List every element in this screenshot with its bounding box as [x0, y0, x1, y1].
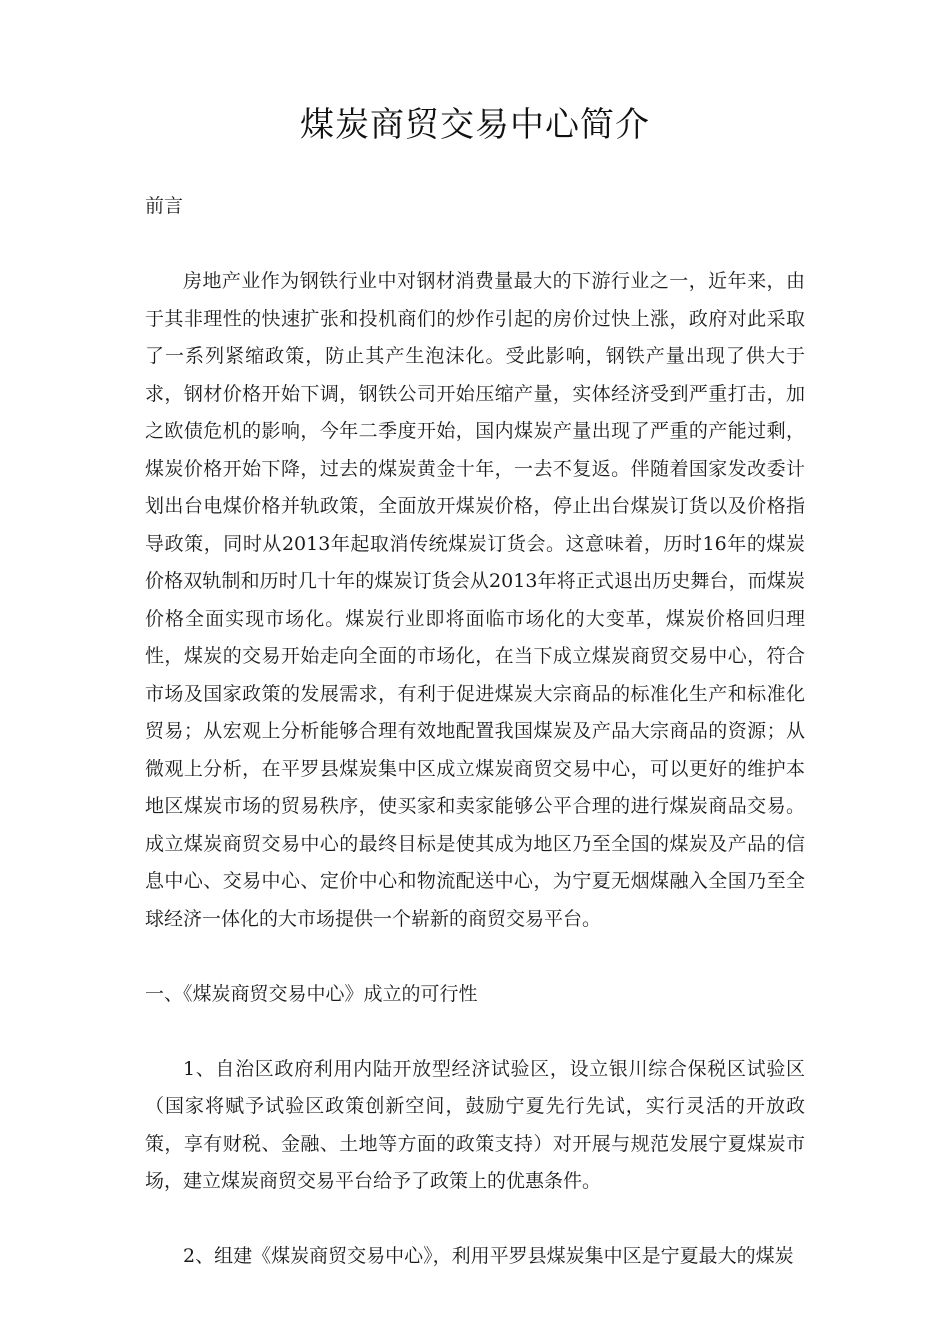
preface-paragraph: 房地产业作为钢铁行业中对钢材消费量最大的下游行业之一，近年来，由于其非理性的快速扩张和投机商们的炒作引起的房价过快上涨，政府对此采取了一系列紧缩政策，防止其产生泡沫化。受此影响，钢铁产量出现了供大于求，钢材价格开始下调，钢铁公司开始压缩产量，实体经济受到严重打击，加之欧债危机的影响，今年二季度开始，国内煤炭产量出现了严重的产能过剩，煤炭价格开始下降，过去的煤炭黄金十年，一去不复返。伴随着国家发改委计划出台电煤价格并轨政策，全面放开煤炭价格，停止出台煤炭订货以及价格指导政策，同时从2013年起取消传统煤炭订货会。这意味着，历时16年的煤炭价格双轨制和历时几十年的煤炭订货会从2013年将正式退出历史舞台，而煤炭价格全面实现市场化。煤炭行业即将面临市场化的大变革，煤炭价格回归理性，煤炭的交易开始走向全面的市场化，在当下成立煤炭商贸交易中心，符合市场及国家政策的发展需求，有利于促进煤炭大宗商品的标准化生产和标准化贸易；从宏观上分析能够合理有效地配置我国煤炭及产品大宗商品的资源；从微观上分析，在平罗县煤炭集中区成立煤炭商贸交易中心，可以更好的维护本地区煤炭市场的贸易秩序，使买家和卖家能够公平合理的进行煤炭商品交易。成立煤炭商贸交易中心的最终目标是使其成为地区乃至全国的煤炭及产品的信息中心、交易中心、定价中心和物流配送中心，为宁夏无烟煤融入全国乃至全球经济一体化的大市场提供一个崭新的商贸交易平台。 [145, 270, 805, 930]
spacer [145, 226, 805, 264]
spacer [145, 1201, 805, 1239]
preface-heading: 前言 [145, 195, 184, 217]
spacer [145, 938, 805, 976]
document-title: 煤炭商贸交易中心简介 [300, 105, 650, 145]
spacer [145, 1013, 805, 1051]
list-item: 1、自治区政府利用内陆开放型经济试验区，设立银川综合保税区试验区（国家将赋予试验区政策创新空间，鼓励宁夏先行先试，实行灵活的开放政策，享有财税、金融、土地等方面的政策支持）对开展与规范发展宁夏煤炭市场，建立煤炭商贸交易平台给予了政策上的优惠条件。 [145, 1057, 805, 1192]
document-body [145, 188, 805, 1276]
list-item: 2、组建《煤炭商贸交易中心》，利用平罗县煤炭集中区是宁夏最大的煤炭 [183, 1245, 794, 1267]
section-heading-feasibility: 一、《煤炭商贸交易中心》成立的可行性 [145, 982, 478, 1005]
